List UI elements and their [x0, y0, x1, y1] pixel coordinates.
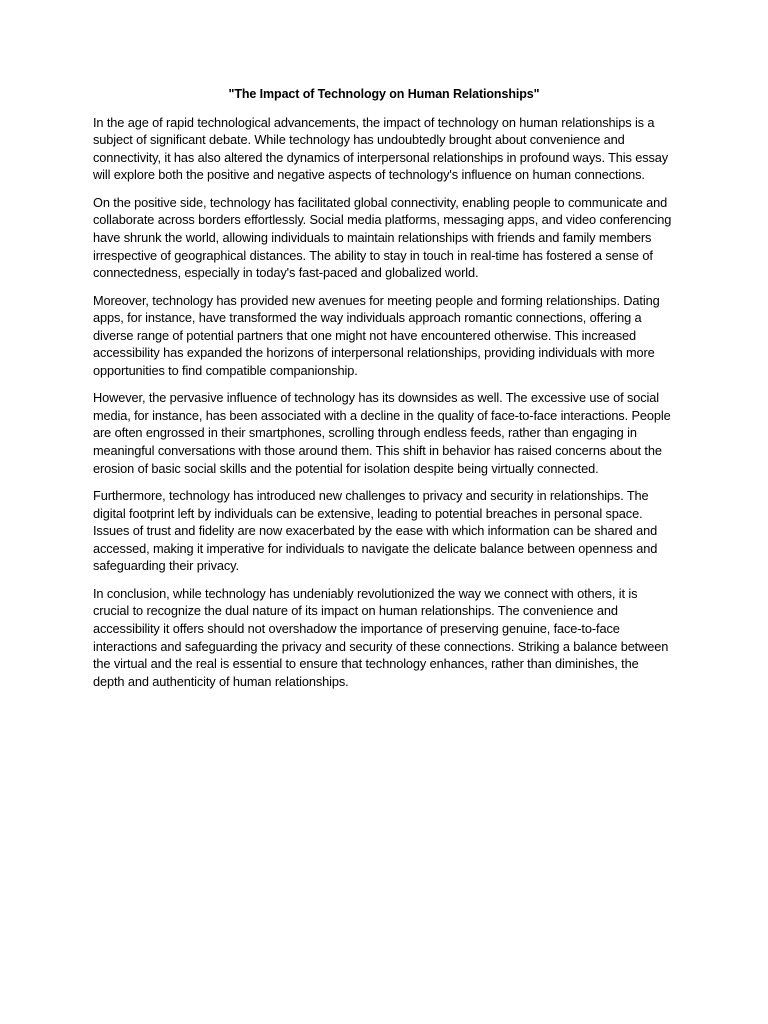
document-body: [93, 86, 673, 700]
paragraph-new-avenues: Moreover, technology has provided new avenues for meeting people and forming relationships. Dating apps, for instance, have transformed the way individuals approach romantic connections, offering a diverse range of potential partners that one might not have encountered otherwise. This increased accessibility has expanded the horizons of interpersonal relationships, providing individuals with more opportunities to find compatible companionship.: [93, 292, 660, 378]
paragraph-positive-connectivity: On the positive side, technology has facilitated global connectivity, enabling people to communicate and collaborate across borders effortlessly. Social media platforms, messaging apps, and video conferencing have shrunk the world, allowing individuals to maintain relationships with friends and family members irrespective of geographical distances. The ability to stay in touch in real-time has fostered a sense of connectedness, especially in today's fast-paced and globalized world.: [93, 194, 672, 281]
paragraph-conclusion: In conclusion, while technology has undeniably revolutionized the way we connect with others, it is crucial to recognize the dual nature of its impact on human relationships. The convenience and accessibility it offers should not overshadow the importance of preserving genuine, face-to-face interactions and safeguarding the privacy and security of these connections. Striking a balance between the virtual and the real is essential to ensure that technology enhances, rather than diminishes, the depth and authenticity of human relationships.: [93, 585, 669, 689]
paragraph-intro: In the age of rapid technological advancements, the impact of technology on human relationships is a subject of significant debate. While technology has undoubtedly brought about convenience and connectivity, it has also altered the dynamics of interpersonal relationships in profound ways. This essay will explore both the positive and negative aspects of technology's influence on human connections.: [93, 114, 669, 183]
document-title: "The Impact of Technology on Human Relationships": [228, 87, 540, 101]
paragraph-privacy: Furthermore, technology has introduced new challenges to privacy and security in relationships. The digital footprint left by individuals can be extensive, leading to potential breaches in personal space. Issues of trust and fidelity are now exacerbated by the ease with which information can be shared and accessed, making it imperative for individuals to navigate the delicate balance between openness and safeguarding their privacy.: [93, 488, 658, 574]
paragraph-downsides: However, the pervasive influence of technology has its downsides as well. The excessive use of social media, for instance, has been associated with a decline in the quality of face-to-face interactions. People are often engrossed in their smartphones, scrolling through endless feeds, rather than engaging in meaningful conversations with those around them. This shift in behavior has raised concerns about the erosion of basic social skills and the potential for isolation despite being virtually connected.: [93, 390, 671, 476]
